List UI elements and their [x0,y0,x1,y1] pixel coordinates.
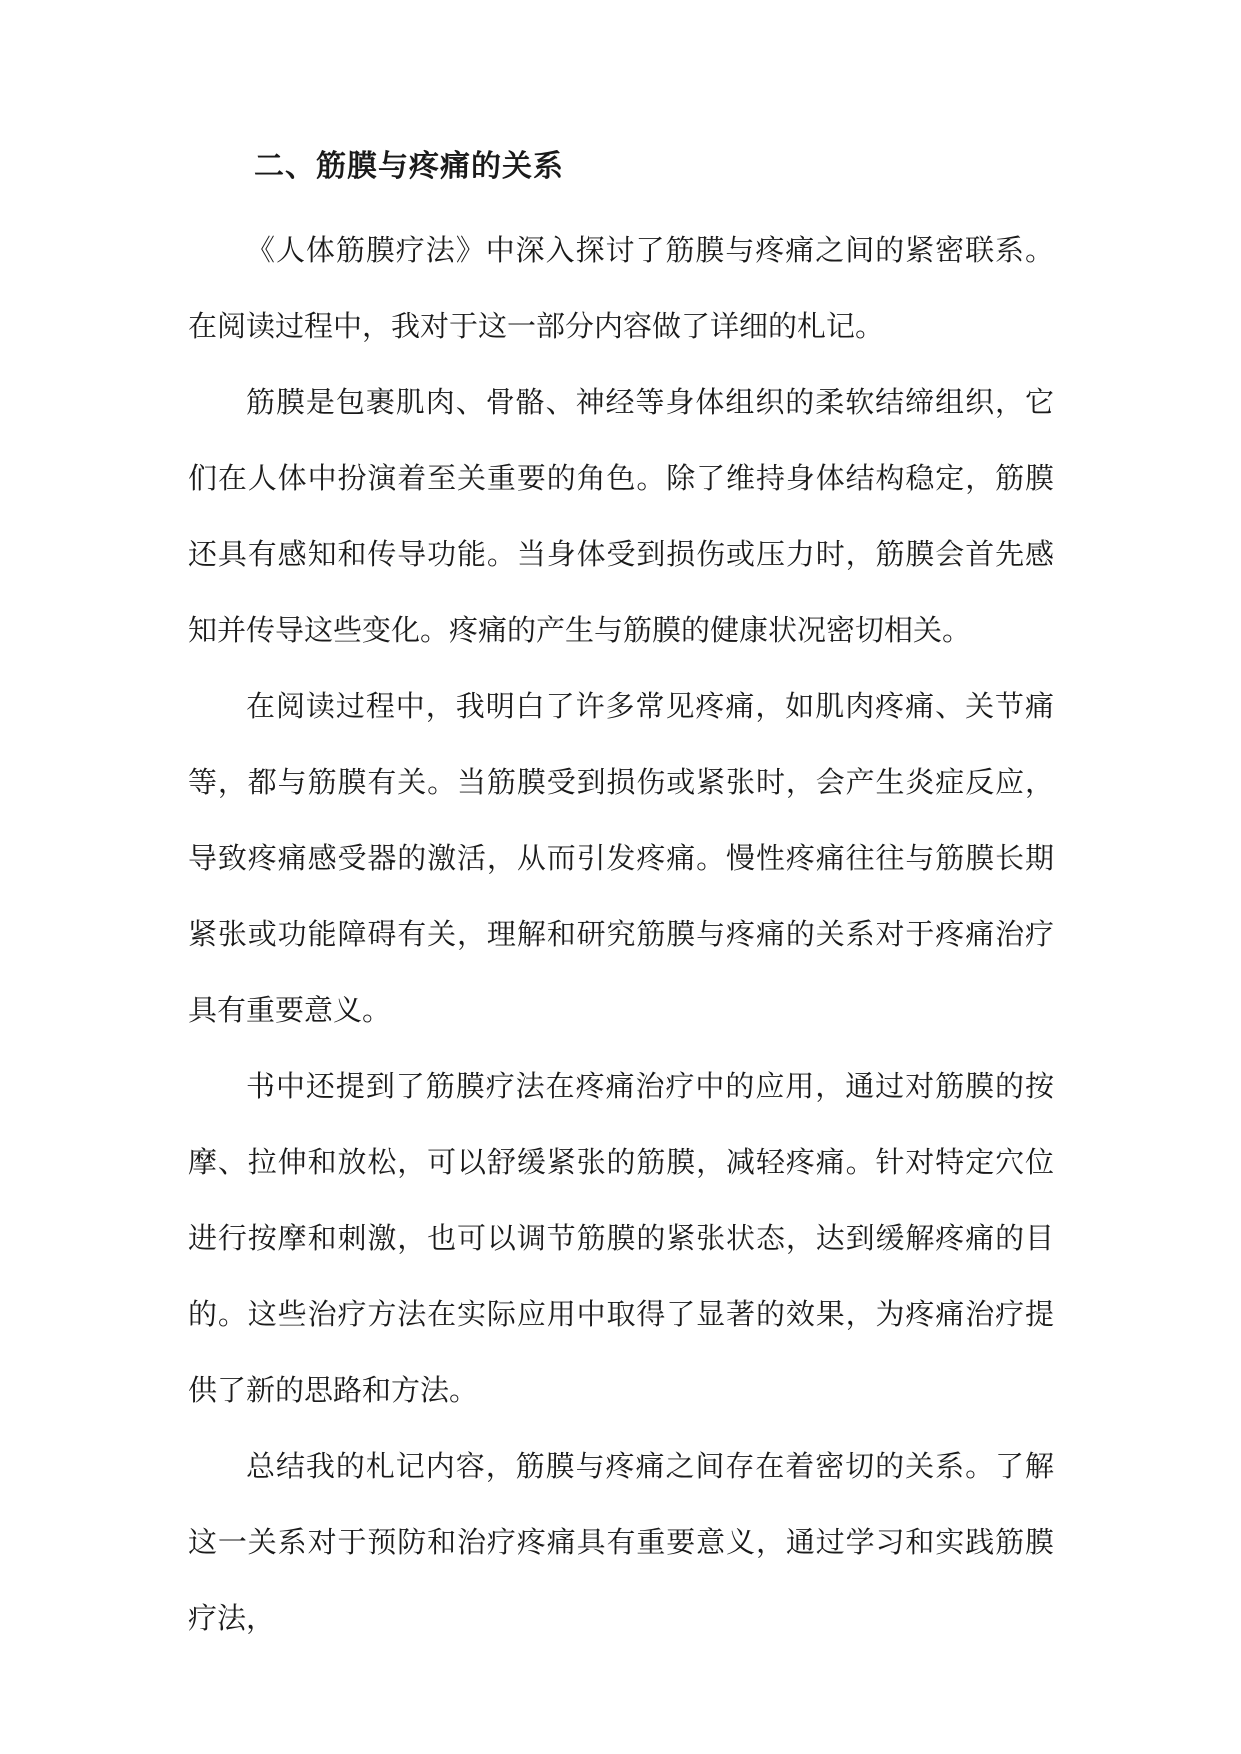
paragraph-summary: 总结我的札记内容，筋膜与疼痛之间存在着密切的关系。了解这一关系对于预防和治疗疼痛具有重要意义，通过学习和实践筋膜疗法， [188,1449,1054,1635]
paragraph-common-pain: 在阅读过程中，我明白了许多常见疼痛，如肌肉疼痛、关节痛等，都与筋膜有关。当筋膜受到损伤或紧张时，会产生炎症反应，导致疼痛感受器的激活，从而引发疼痛。慢性疼痛往往与筋膜长期紧张或功能障碍有关，理解和研究筋膜与疼痛的关系对于疼痛治疗具有重要意义。 [188,689,1054,1027]
document-body [188,140,1054,1656]
paragraph-intro: 《人体筋膜疗法》中深入探讨了筋膜与疼痛之间的紧密联系。在阅读过程中，我对于这一部分内容做了详细的札记。 [188,233,1054,343]
paragraph-therapy-application: 书中还提到了筋膜疗法在疼痛治疗中的应用，通过对筋膜的按摩、拉伸和放松，可以舒缓紧张的筋膜，减轻疼痛。针对特定穴位进行按摩和刺激，也可以调节筋膜的紧张状态，达到缓解疼痛的目的。这些治疗方法在实际应用中取得了显著的效果，为疼痛治疗提供了新的思路和方法。 [188,1069,1054,1407]
paragraph-fascia-definition: 筋膜是包裹肌肉、骨骼、神经等身体组织的柔软结缔组织，它们在人体中扮演着至关重要的角色。除了维持身体结构稳定，筋膜还具有感知和传导功能。当身体受到损伤或压力时，筋膜会首先感知并传导这些变化。疼痛的产生与筋膜的健康状况密切相关。 [188,385,1054,647]
section-heading: 二、筋膜与疼痛的关系 [254,149,564,184]
